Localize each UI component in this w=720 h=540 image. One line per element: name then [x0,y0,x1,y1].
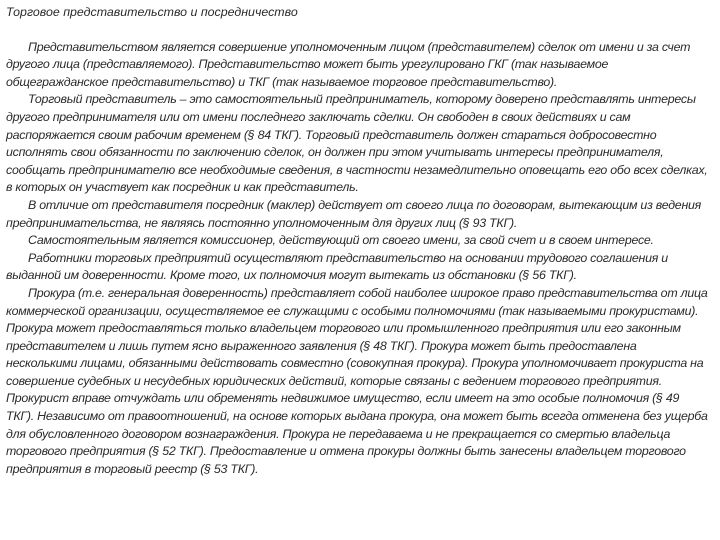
paragraph-employees: Работники торговых предприятий осуществляют представительство на основании трудового соглашения и выданной им доверенности. Кроме того, их полномочия могут вытекать из обстановки (§ 56 ТКГ). [6,250,668,283]
document-body [6,39,708,479]
paragraph-representation: Представительством является совершение уполномоченным лицом (представителем) сделок от имени и за счет другого лица (представляемого). Представительство может быть урегулировано ГКГ (так называемое общегражданское представительство) и ТКГ (так называемое торговое представительство). [6,39,691,89]
paragraph-broker: В отличие от представителя посредник (маклер) действует от своего лица по договорам, вытекающим из ведения предпринимательства, не являясь постоянно уполномоченным для других лиц (§ 93 ТКГ). [6,197,702,230]
paragraph-commission-agent: Самостоятельным является комиссионер, действующий от своего имени, за свой счет и в своем интересе. [28,233,654,248]
paragraph-trade-representative: Торговый представитель – это самостоятельный предприниматель, которому доверено представлять интересы другого предпринимателя или от имени последнего заключать сделки. Он свободен в своих действиях и сам распоряжается своим рабочим временем (§ 84 ТКГ). Торговый представитель должен стараться добросовестно исполнять свои обязанности по заключению сделок, он должен при этом учитывать интересы предпринимателя, сообщать предпринимателю все необходимые сведения, в частности незамедлительно оповещать его обо всех сделках, в которых он участвует как посредник и как представитель. [6,92,708,195]
document-title: Торговое представительство и посредничество [6,5,298,19]
paragraph-procuration: Прокура (т.е. генеральная доверенность) представляет собой наиболее широкое право представительства от лица коммерческой организации, осуществляемое ее служащими с особыми полномочиями (так называемыми прокуристами). Прокура может предоставляться только владельцем торгового или промышленного предприятия или его законным представителем и лишь путем ясно выраженного заявления (§ 48 ТКГ). Прокура может быть предоставлена несколькими лицами, обязанными действовать совместно (совокупная прокура). Прокура уполномочивает прокуриста на совершение судебных и несудебных юридических действий, которые связаны с ведением торгового предприятия. Прокурист вправе отчуждать или обременять недвижимое имущество, если имеет на это особые полномочия (§ 49 ТКГ). Независимо от правоотношений, на основе которых выдана прокура, она может быть всегда отменена без ущерба для обусловленного договором вознаграждения. Прокура не передаваема и не прекращается со смертью владельца торгового предприятия (§ 52 ТКГ). Предоставление и отмена прокуры должны быть занесены владельцем торгового предприятия в торговый реестр (§ 53 ТКГ). [6,285,708,476]
